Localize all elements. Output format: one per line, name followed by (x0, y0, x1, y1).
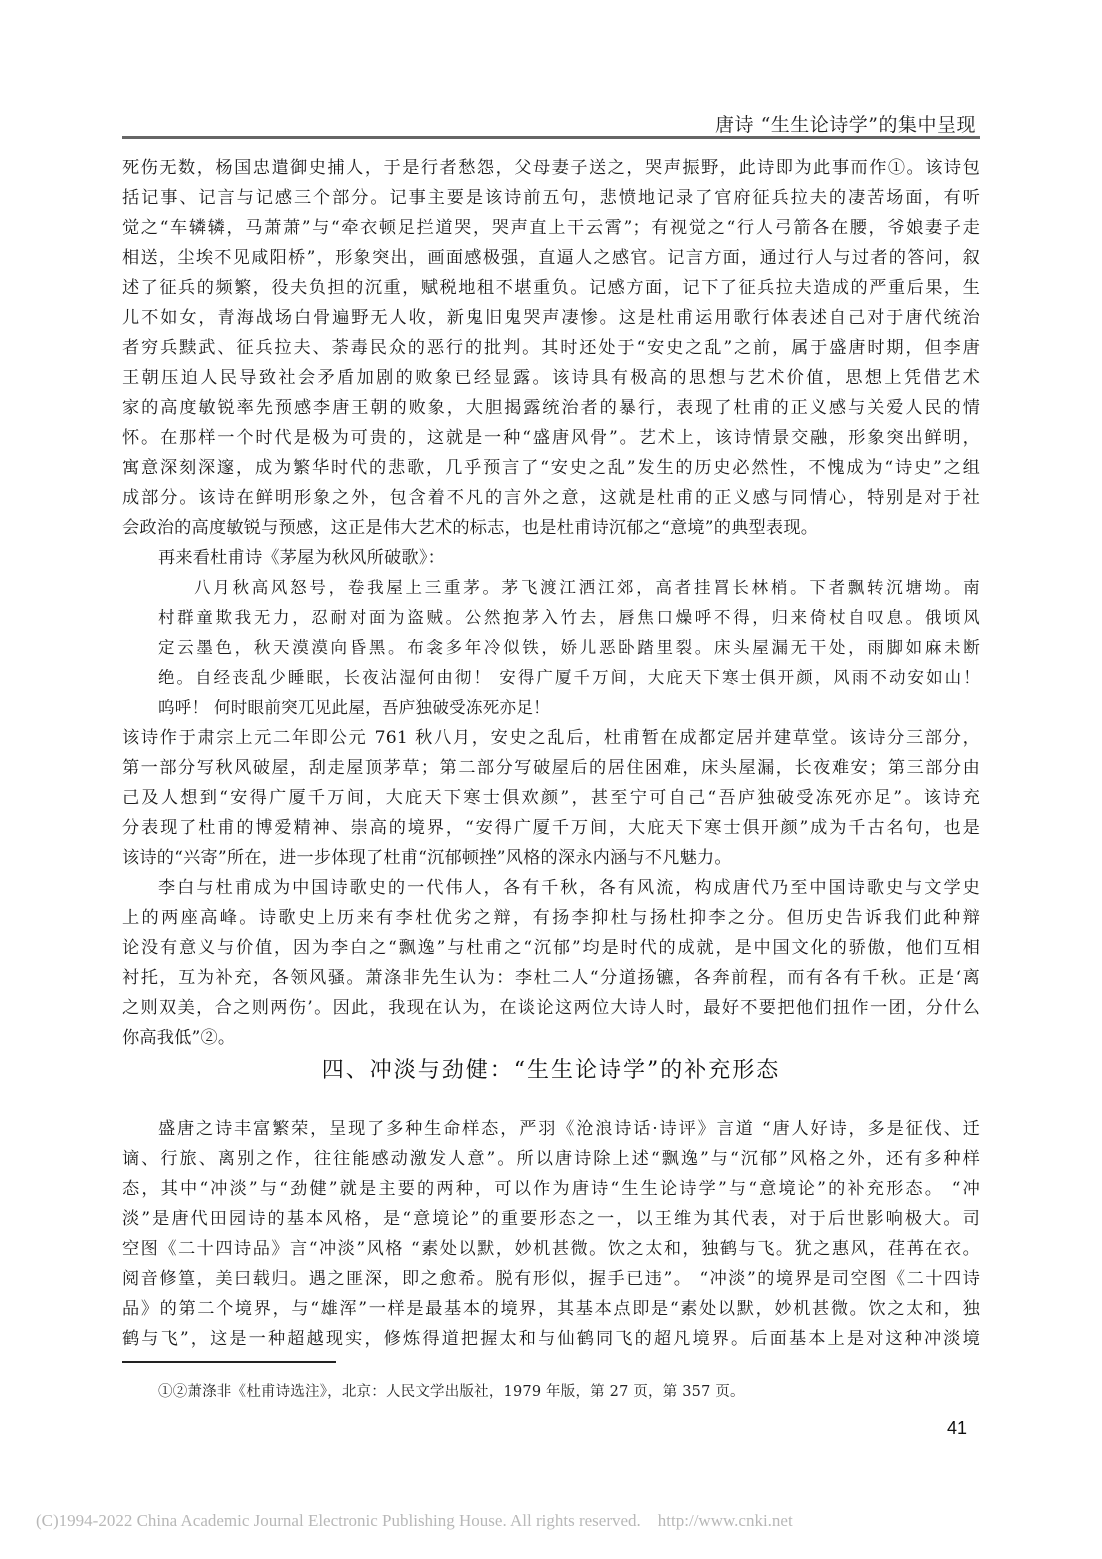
running-head: 唐诗 “生生论诗学”的集中呈现 (715, 114, 976, 136)
text-line: 家的高度敏锐率先预感李唐王朝的败象，大胆揭露统治者的暴行，表现了杜甫的正义感与关爱人民的情 (122, 398, 980, 418)
poem-line: 定云墨色，秋天漠漠向昏黑。布衾多年冷似铁，娇儿恶卧踏里裂。床头屋漏无干处，雨脚如麻未断 (158, 638, 980, 657)
text-line: 之则双美，合之则两伤’。因此，我现在认为，在谈论这两位大诗人时，最好不要把他们扭作一团，分什么 (122, 998, 980, 1018)
text-line: 李白与杜甫成为中国诗歌史的一代伟人，各有千秋，各有风流，构成唐代乃至中国诗歌史与文学史 (158, 878, 980, 898)
poem-quote (122, 573, 980, 723)
section-heading: 四、冲淡与劲健：“生生论诗学”的补充形态 (321, 1058, 781, 1083)
text-line: 死伤无数，杨国忠遣御史捕人，于是行者愁怨，父母妻子送之，哭声振野，此诗即为此事而作①。该诗包 (122, 158, 980, 178)
poem-line: 呜呼！ 何时眼前突兀见此屋，吾庐独破受冻死亦足！ (158, 698, 550, 717)
text-line: 你高我低”②。 (122, 1028, 236, 1048)
text-line: 论没有意义与价值，因为李白之“飘逸”与杜甫之“沉郁”均是时代的成就，是中国文化的骄傲，他们互相 (122, 938, 980, 958)
text-line: 者穷兵黩武、征兵拉夫、荼毒民众的恶行的批判。其时还处于“安史之乱”之前，属于盛唐时期，但李唐 (122, 338, 980, 358)
text-line: 括记事、记言与记感三个部分。记事主要是该诗前五句，悲愤地记录了官府征兵拉夫的凄苦场面，有听 (122, 188, 980, 208)
body-section-2 (122, 1114, 980, 1354)
text-line: 成部分。该诗在鲜明形象之外，包含着不凡的言外之意，这就是杜甫的正义感与同情心，特别是对于社 (122, 488, 980, 508)
text-line: 态，其中“冲淡”与“劲健”就是主要的两种，可以作为唐诗“生生论诗学”与“意境论”的补充形态。 “冲 (122, 1179, 980, 1199)
copyright-notice: (C)1994-2022 China Academic Journal Electronic Publishing House. All rights reserved. http://www.cnki.net (36, 1511, 793, 1530)
footnote: ①②萧涤非《杜甫诗选注》，北京：人民文学出版社，1979 年版，第 27 页，第 357 页。 (158, 1384, 745, 1400)
page-number: 41 (947, 1418, 968, 1438)
text-line: 会政治的高度敏锐与预感，这正是伟大艺术的标志，也是杜甫诗沉郁之“意境”的典型表现。 (122, 518, 819, 538)
poem-line: 村群童欺我无力，忍耐对面为盗贼。公然抱茅入竹去，唇焦口燥呼不得，归来倚杖自叹息。俄顷风 (158, 608, 980, 627)
paragraph-poem-analysis (122, 723, 980, 873)
text-line: 怀。在那样一个时代是极为可贵的，这就是一种“盛唐风骨”。艺术上，该诗情景交融，形象突出鲜明， (122, 428, 980, 448)
text-line: 品》的第二个境界，与“雄浑”一样是最基本的境界，其基本点即是“素处以默，妙机甚微。饮之太和，独 (122, 1299, 980, 1319)
text-line: 儿不如女，青海战场白骨遍野无人收，新鬼旧鬼哭声凄惨。这是杜甫运用歌行体表述自己对于唐代统治 (122, 308, 980, 328)
paragraph-bingche-analysis (122, 153, 980, 543)
poem-line: 八月秋高风怒号，卷我屋上三重茅。茅飞渡江洒江郊，高者挂罥长林梢。下者飘转沉塘坳。南 (194, 578, 980, 597)
text-line: 王朝压迫人民导致社会矛盾加剧的败象已经显露。该诗具有极高的思想与艺术价值，思想上凭借艺术 (122, 368, 980, 388)
text-line: 阅音修篁，美曰载归。遇之匪深，即之愈希。脱有形似，握手已违”。 “冲淡”的境界是司空图《二十四诗 (122, 1269, 980, 1289)
text-line: 相送，尘埃不见咸阳桥”，形象突出，画面感极强，直逼人之感官。记言方面，通过行人与过者的答问，叙 (122, 248, 980, 268)
text-line: 该诗的“兴寄”所在，进一步体现了杜甫“沉郁顿挫”风格的深永内涵与不凡魅力。 (122, 848, 732, 868)
text-line: 觉之“车辚辚，马萧萧”与“牵衣顿足拦道哭，哭声直上干云霄”；有视觉之“行人弓箭各在腰，爷娘妻子走 (122, 218, 980, 238)
text-line: 该诗作于肃宗上元二年即公元 761 秋八月，安史之乱后，杜甫暂在成都定居并建草堂。该诗分三部分， (122, 728, 980, 748)
text-line: 谪、行旅、离别之作，往往能感动激发人意”。所以唐诗除上述“飘逸”与“沉郁”风格之外，还有多种样 (122, 1149, 980, 1169)
text-line: 鹤与飞”，这是一种超越现实，修炼得道把握太和与仙鹤同飞的超凡境界。后面基本上是对这种冲淡境 (122, 1329, 980, 1349)
text-line: 己及人想到“安得广厦千万间，大庇天下寒士俱欢颜”，甚至宁可自己“吾庐独破受冻死亦足”。该诗充 (122, 788, 980, 808)
text-line: 第一部分写秋风破屋，刮走屋顶茅草；第二部分写破屋后的居住困难，床头屋漏，长夜难安；第三部分由 (122, 758, 980, 778)
body-section-1 (122, 153, 980, 1053)
header-rule (122, 136, 980, 139)
text-line: 上的两座高峰。诗歌史上历来有李杜优劣之辩，有扬李抑杜与扬杜抑李之分。但历史告诉我们此种辩 (122, 908, 980, 928)
poem-intro: 再来看杜甫诗《茅屋为秋风所破歌》： (158, 548, 445, 568)
text-line: 寓意深刻深邃，成为繁华时代的悲歌，几乎预言了“安史之乱”发生的历史必然性，不愧成为“诗史”之组 (122, 458, 980, 478)
footnote-rule (122, 1361, 336, 1363)
poem-line: 绝。自经丧乱少睡眠，长夜沾湿何由彻！ 安得广厦千万间，大庇天下寒士俱开颜，风雨不动安如山！ (158, 668, 980, 687)
text-line: 述了征兵的频繁，役夫负担的沉重，赋税地租不堪重负。记感方面，记下了征兵拉夫造成的严重后果，生 (122, 278, 980, 298)
text-line: 盛唐之诗丰富繁荣，呈现了多种生命样态，严羽《沧浪诗话·诗评》言道 “唐人好诗，多是征伐、迁 (158, 1119, 980, 1139)
text-line: 衬托，互为补充，各领风骚。萧涤非先生认为：李杜二人“分道扬镳，各奔前程，而有各有千秋。正是‘离 (122, 968, 980, 988)
paragraph-li-du-comparison (122, 873, 980, 1053)
text-line: 分表现了杜甫的博爱精神、崇高的境界，“安得广厦千万间，大庇天下寒士俱开颜”成为千古名句，也是 (122, 818, 980, 838)
text-line: 空图《二十四诗品》言“冲淡”风格 “素处以默，妙机甚微。饮之太和，独鹤与飞。犹之惠风，荏苒在衣。 (122, 1239, 980, 1259)
text-line: 淡”是唐代田园诗的基本风格，是“意境论”的重要形态之一，以王维为其代表，对于后世影响极大。司 (122, 1209, 980, 1229)
